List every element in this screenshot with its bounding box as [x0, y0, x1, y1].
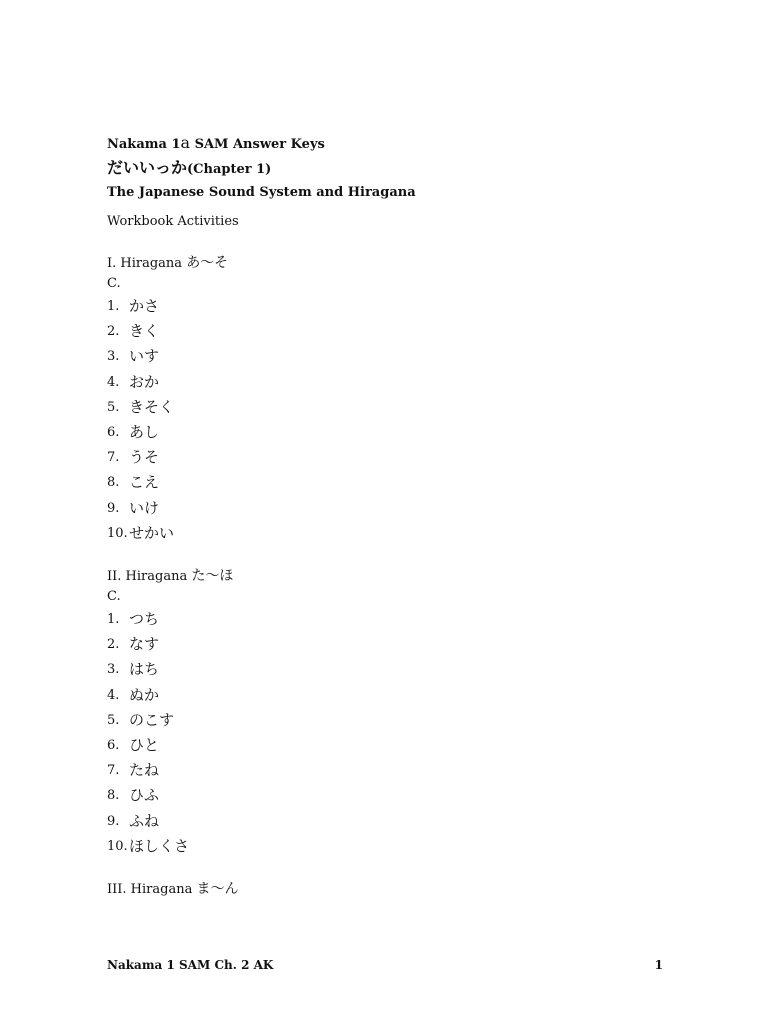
- item-answer: つち: [129, 610, 160, 628]
- item-number: 6.: [107, 424, 120, 440]
- answer-list: [107, 607, 189, 859]
- chapter-line: [107, 156, 667, 181]
- item-answer: せかい: [129, 523, 175, 542]
- list-item: [107, 657, 189, 682]
- item-number: 9.: [107, 813, 120, 829]
- item-answer: ふね: [129, 811, 160, 830]
- list-item: [107, 319, 174, 344]
- item-number: 1.: [107, 299, 120, 314]
- chapter-label: (Chapter 1): [187, 162, 272, 177]
- footer-label: Nakama 1 SAM Ch. 2 AK: [107, 958, 274, 972]
- item-answer: はち: [129, 660, 160, 679]
- document-header: [107, 131, 667, 204]
- list-item: [107, 758, 189, 783]
- list-item: [107, 496, 174, 521]
- workbook-label: Workbook Activities: [107, 214, 239, 229]
- item-answer: たね: [129, 761, 160, 780]
- item-number: 3.: [107, 662, 120, 678]
- list-item: [107, 370, 174, 395]
- section-heading-kana: た～ほ: [191, 568, 234, 584]
- document-subtitle: The Japanese Sound System and Hiragana: [107, 185, 416, 200]
- item-answer: ほしくさ: [129, 836, 190, 855]
- item-number: 10.: [107, 525, 128, 541]
- item-answer: ぬか: [129, 685, 160, 704]
- chapter-kana: だいいっか: [107, 158, 188, 177]
- page-number: 1: [654, 958, 663, 972]
- section-heading-kana: ま～ん: [196, 881, 239, 897]
- item-number: 1.: [107, 612, 120, 627]
- section-heading: [107, 566, 233, 587]
- list-item: [107, 733, 189, 758]
- item-number: 3.: [107, 349, 120, 365]
- list-item: [107, 708, 189, 733]
- title-rest: SAM Answer Keys: [190, 137, 325, 152]
- item-answer: こえ: [129, 473, 160, 492]
- item-number: 6.: [107, 737, 120, 753]
- item-number: 4.: [107, 374, 120, 390]
- item-number: 8.: [107, 475, 120, 491]
- answer-list: [107, 294, 174, 546]
- title-suffix: a: [180, 133, 191, 152]
- list-item: [107, 683, 189, 708]
- list-item: [107, 420, 174, 445]
- item-answer: あし: [129, 422, 160, 441]
- item-number: 9.: [107, 500, 120, 516]
- list-item: [107, 607, 189, 632]
- item-number: 7.: [107, 450, 120, 466]
- item-answer: ひと: [129, 735, 160, 754]
- section-heading: [107, 253, 228, 274]
- item-answer: かさ: [129, 297, 160, 315]
- page-footer: [107, 958, 663, 972]
- document-title: [107, 131, 667, 156]
- item-number: 2.: [107, 637, 120, 653]
- list-item: [107, 834, 189, 859]
- item-number: 4.: [107, 687, 120, 703]
- list-item: [107, 294, 174, 319]
- item-answer: いす: [129, 347, 160, 366]
- item-answer: おか: [129, 372, 160, 391]
- list-item: [107, 783, 189, 808]
- list-item: [107, 470, 174, 495]
- section-heading-text: I. Hiragana: [107, 256, 187, 271]
- item-number: 2.: [107, 324, 120, 340]
- section-part-label: C.: [107, 276, 121, 291]
- item-number: 10.: [107, 838, 128, 854]
- section-part-label: C.: [107, 589, 121, 604]
- item-number: 5.: [107, 712, 120, 728]
- item-answer: きく: [129, 322, 160, 341]
- item-answer: ひふ: [129, 786, 160, 805]
- section-heading-text: II. Hiragana: [107, 569, 192, 584]
- item-answer: きそく: [129, 397, 175, 416]
- list-item: [107, 445, 174, 470]
- section-heading-kana: あ～そ: [186, 255, 229, 271]
- list-item: [107, 632, 189, 657]
- item-number: 5.: [107, 399, 120, 415]
- section-heading-text: III. Hiragana: [107, 882, 197, 897]
- item-answer: なす: [129, 635, 160, 654]
- item-number: 7.: [107, 763, 120, 779]
- list-item: [107, 344, 174, 369]
- section-heading: [107, 879, 238, 900]
- item-answer: うそ: [129, 448, 160, 467]
- title-prefix: Nakama 1: [107, 137, 181, 152]
- list-item: [107, 521, 174, 546]
- item-answer: のこす: [129, 710, 175, 729]
- item-number: 8.: [107, 788, 120, 804]
- list-item: [107, 809, 189, 834]
- item-answer: いけ: [129, 498, 160, 517]
- list-item: [107, 395, 174, 420]
